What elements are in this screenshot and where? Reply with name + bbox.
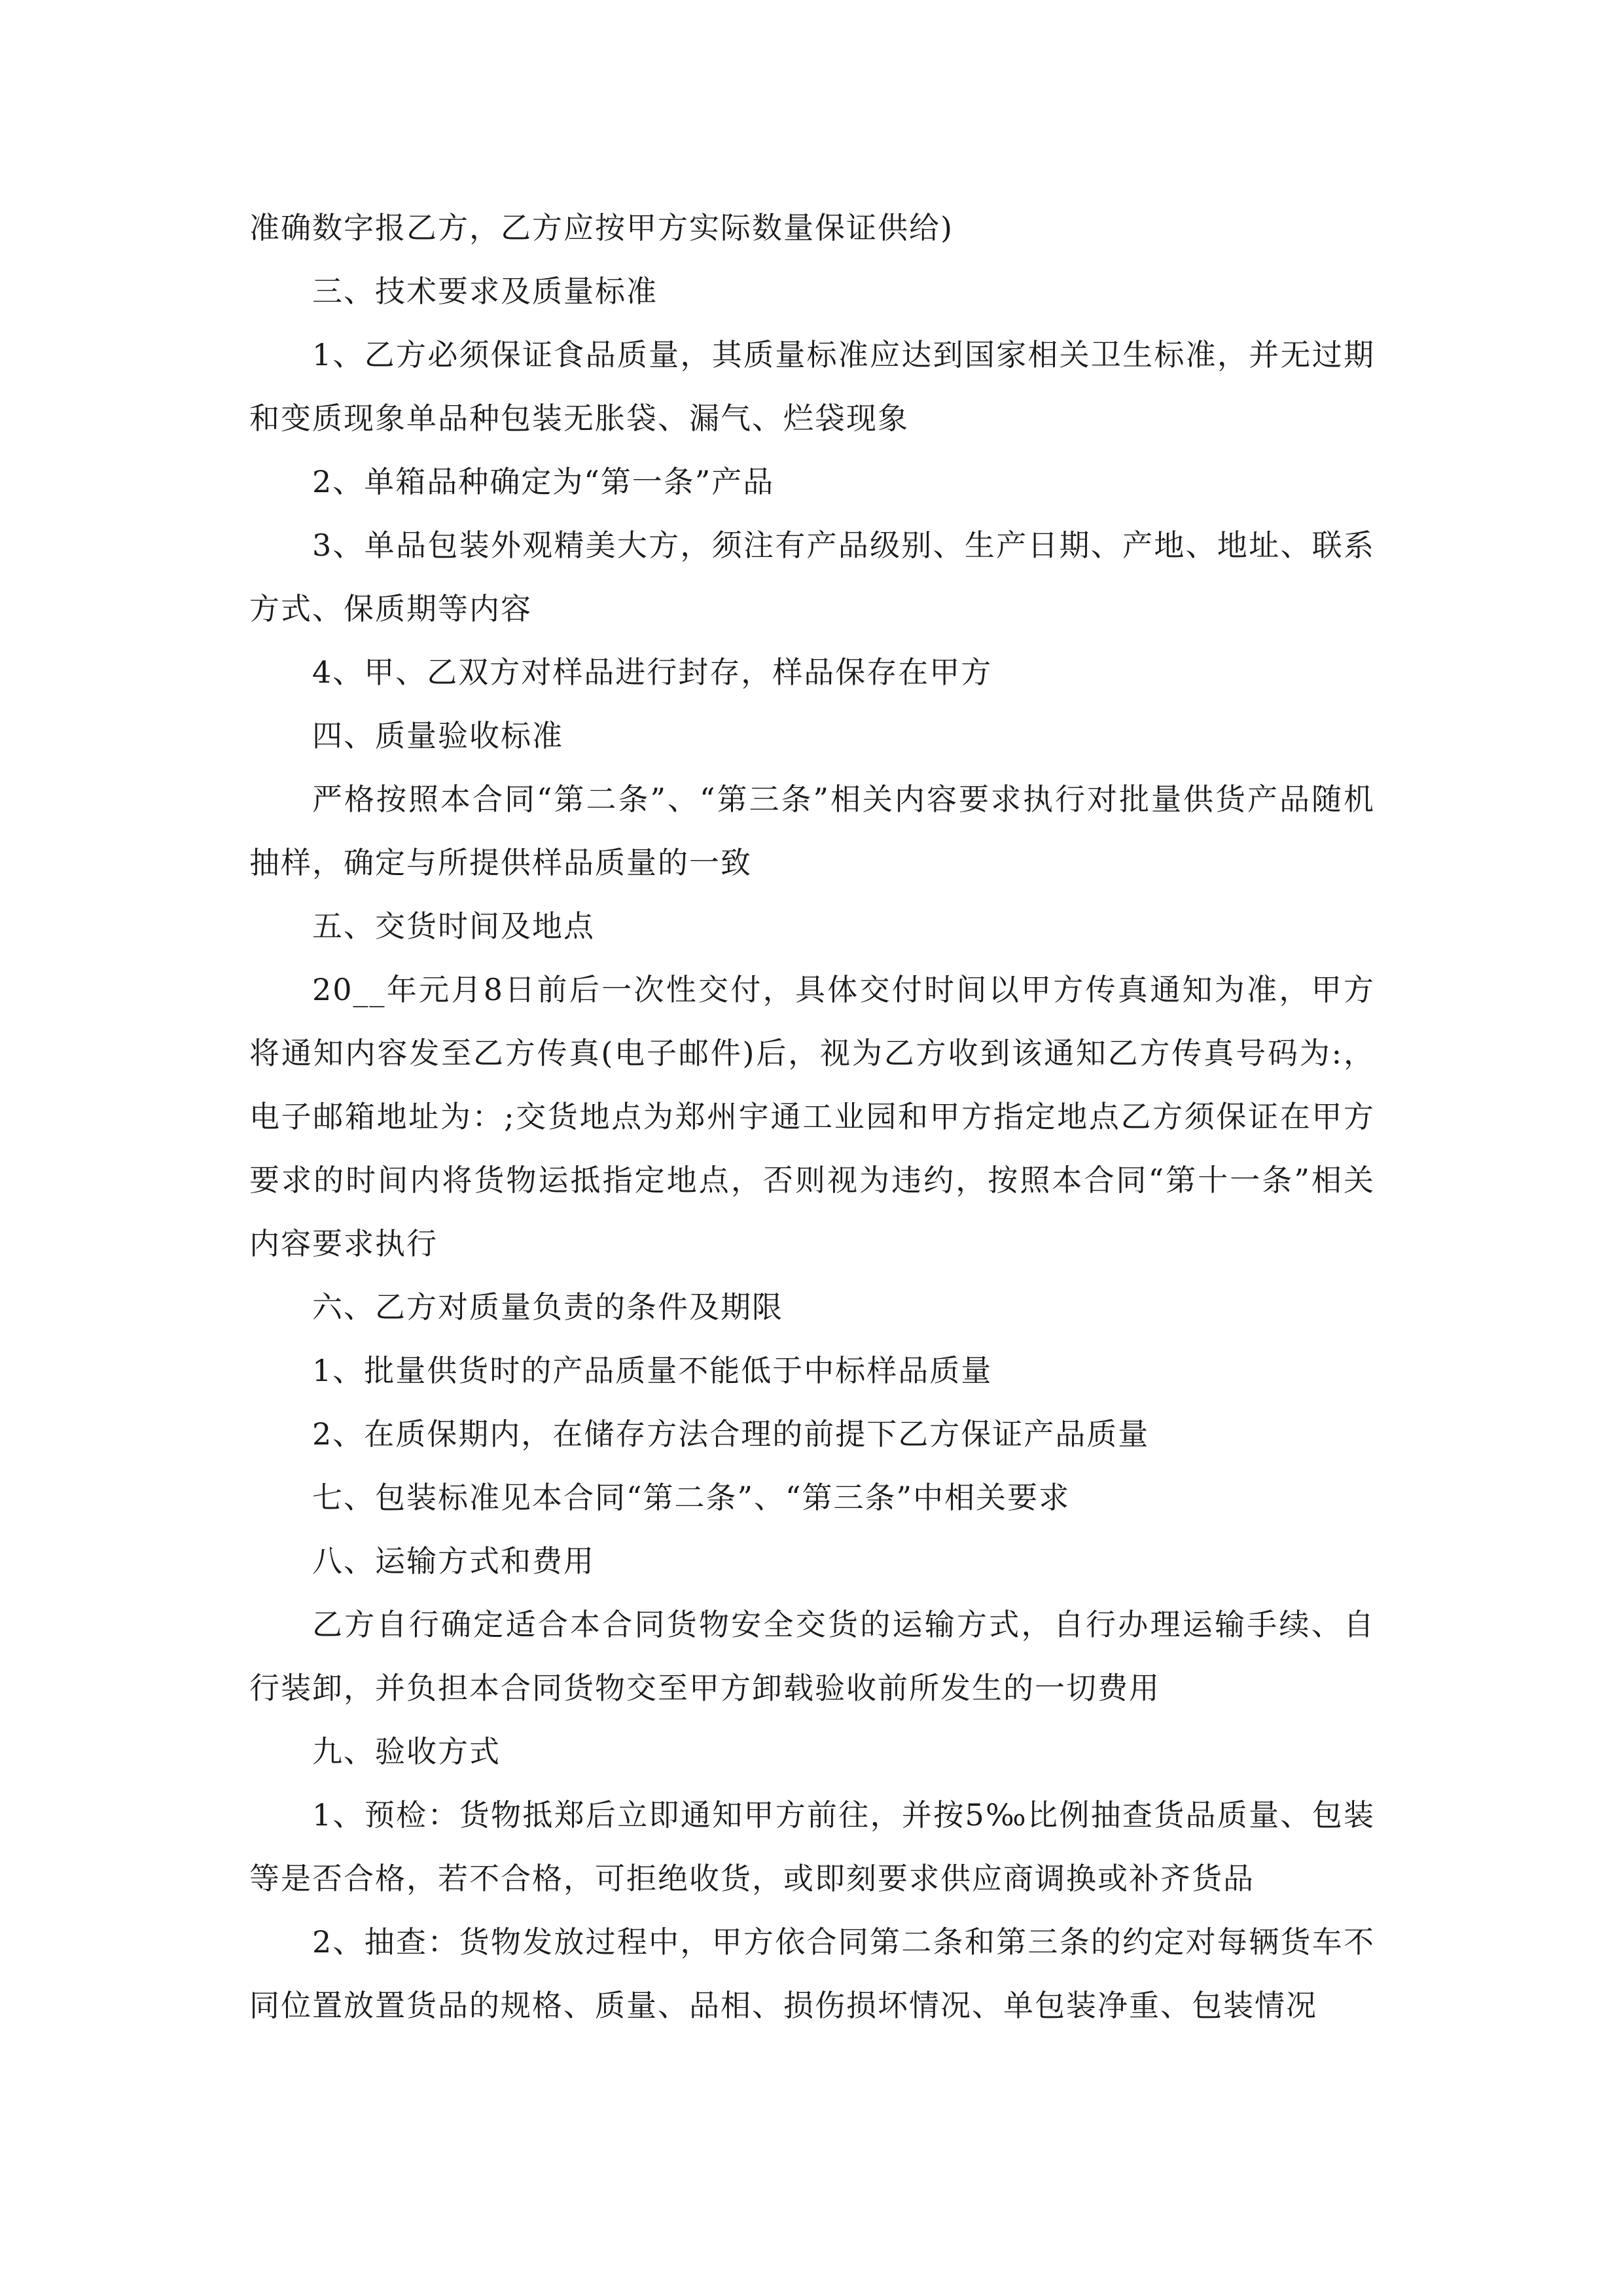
paragraph-3-2: 2、单箱品种确定为“第一条”产品 xyxy=(312,464,775,499)
document-body xyxy=(249,196,1375,2037)
paragraph-9-1: 1、预检：货物抵郑后立即通知甲方前往，并按5‰比例抽查货品质量、包装等是否合格，若不合格，可拒绝收货，或即刻要求供应商调换或补齐货品 xyxy=(249,1797,1375,1896)
paragraph-continuation: 准确数字报乙方，乙方应按甲方实际数量保证供给) xyxy=(249,210,954,245)
paragraph-9-2: 2、抽查：货物发放过程中，甲方依合同第二条和第三条的约定对每辆货车不同位置放置货品的规格、质量、品相、损伤损坏情况、单包装净重、包装情况 xyxy=(249,1924,1375,2023)
paragraph-3-1: 1、乙方必须保证食品质量，其质量标准应达到国家相关卫生标准，并无过期和变质现象单品种包装无胀袋、漏气、烂袋现象 xyxy=(249,337,1375,436)
paragraph-6-1: 1、批量供货时的产品质量不能低于中标样品质量 xyxy=(312,1353,993,1388)
section-heading-7: 七、包装标准见本合同“第二条”、“第三条”中相关要求 xyxy=(312,1480,1071,1515)
section-heading-8: 八、运输方式和费用 xyxy=(312,1543,595,1579)
section-heading-4: 四、质量验收标准 xyxy=(312,718,563,753)
paragraph-4: 严格按照本合同“第二条”、“第三条”相关内容要求执行对批量供货产品随机抽样，确定与所提供样品质量的一致 xyxy=(249,781,1375,880)
section-heading-3: 三、技术要求及质量标准 xyxy=(312,274,658,309)
section-heading-5: 五、交货时间及地点 xyxy=(312,908,595,944)
paragraph-3-4: 4、甲、乙双方对样品进行封存，样品保存在甲方 xyxy=(312,655,993,690)
section-heading-9: 九、验收方式 xyxy=(312,1734,501,1769)
paragraph-6-2: 2、在质保期内，在储存方法合理的前提下乙方保证产品质量 xyxy=(312,1416,1150,1452)
paragraph-3-3: 3、单品包装外观精美大方，须注有产品级别、生产日期、产地、地址、联系方式、保质期等内容 xyxy=(249,528,1375,626)
paragraph-8: 乙方自行确定适合本合同货物安全交货的运输方式，自行办理运输手续、自行装卸，并负担本合同货物交至甲方卸载验收前所发生的一切费用 xyxy=(249,1607,1375,1706)
section-heading-6: 六、乙方对质量负责的条件及期限 xyxy=(312,1289,783,1325)
paragraph-5: 20__年元月8日前后一次性交付，具体交付时间以甲方传真通知为准，甲方将通知内容发至乙方传真(电子邮件)后，视为乙方收到该通知乙方传真号码为:，电子邮箱地址为：;交货地点为郑州宇通工业园和甲方指定地点乙方须保证在甲方要求的时间内将货物运抵指定地点，否则视为违约，按照本合同“第十一条”相关内容要求执行 xyxy=(249,972,1375,1261)
